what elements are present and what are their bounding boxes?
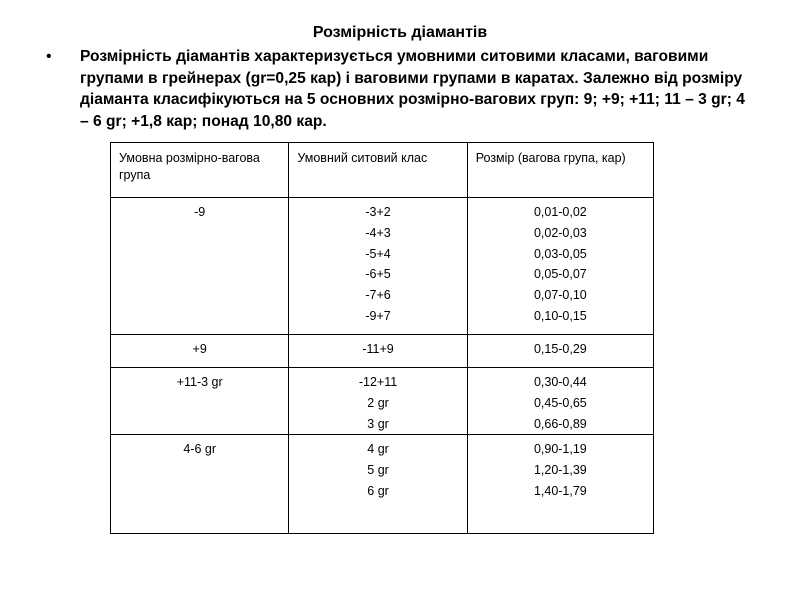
size-cell: [467, 435, 653, 534]
header-label: Умовний ситовий клас: [297, 151, 428, 165]
cell-value: 0,02-0,03: [533, 225, 587, 240]
cell-value: 0,05-0,07: [533, 267, 587, 282]
header-cell-sieve: [289, 143, 467, 198]
header-label: Умовна розмірно-вагова група: [119, 151, 260, 182]
cell-value: -11+9: [362, 342, 394, 356]
cell-value: -7+6: [365, 288, 391, 303]
sieve-cell: [289, 335, 467, 368]
table-row: [111, 435, 654, 534]
bullet-text: Розмірність діамантів характеризується умовними ситовими класами, ваговими групами в грейнерах (gr=0,25 кар) і ваговими групами в каратах. Залежно від розміру діаманта класифікуються на 5 основних розмірно-вагових груп: 9; +9; +11; 11 – 3 gr; 4 – 6 gr; +1,8 кар; понад 10,80 кар.: [80, 48, 745, 130]
cell-value: 0,90-1,19: [533, 442, 587, 457]
group-cell: [111, 435, 289, 534]
table-header-row: [111, 143, 654, 198]
cell-value: 0,15-0,29: [533, 342, 587, 356]
size-cell: [467, 335, 653, 368]
slide-title: Розмірність діамантів: [312, 24, 488, 41]
cell-value: 4 gr: [367, 442, 389, 457]
size-weight-table: [110, 142, 654, 534]
table-row: [111, 198, 654, 335]
cell-value: 2 gr: [367, 395, 389, 410]
cell-value: 0,01-0,02: [533, 205, 587, 219]
cell-value: 1,40-1,79: [533, 483, 587, 498]
cell-value: 3 gr: [367, 416, 389, 431]
header-label: Розмір (вагова група, кар): [475, 151, 626, 165]
cell-value: -6+5: [365, 267, 391, 282]
bullet-paragraph: [46, 46, 746, 132]
cell-value: -4+3: [365, 225, 391, 240]
header-cell-size: [467, 143, 653, 198]
cell-value: -12+11: [358, 375, 398, 389]
cell-value: 0,30-0,44: [533, 375, 587, 389]
group-cell: [111, 368, 289, 435]
table-row: [111, 368, 654, 435]
size-cell: [467, 198, 653, 335]
cell-value: 1,20-1,39: [533, 463, 587, 478]
bullet-marker: •: [46, 48, 52, 65]
cell-value: 0,03-0,05: [533, 246, 587, 261]
cell-value: -9: [194, 205, 206, 219]
header-cell-group: [111, 143, 289, 198]
cell-value: +11-3 gr: [176, 375, 223, 389]
table-row: [111, 335, 654, 368]
sieve-cell: [289, 435, 467, 534]
cell-value: 0,10-0,15: [533, 308, 587, 323]
sieve-cell: [289, 198, 467, 335]
cell-value: 6 gr: [367, 483, 389, 498]
cell-value: +9: [192, 342, 207, 356]
sieve-cell: [289, 368, 467, 435]
cell-value: -9+7: [365, 308, 391, 323]
group-cell: [111, 335, 289, 368]
cell-value: 4-6 gr: [183, 442, 217, 457]
cell-value: 0,66-0,89: [533, 416, 587, 431]
cell-value: 5 gr: [367, 463, 389, 478]
cell-value: 0,07-0,10: [533, 288, 587, 303]
cell-value: 0,45-0,65: [533, 395, 587, 410]
cell-value: -5+4: [365, 246, 391, 261]
size-cell: [467, 368, 653, 435]
group-cell: [111, 198, 289, 335]
cell-value: -3+2: [365, 205, 391, 219]
